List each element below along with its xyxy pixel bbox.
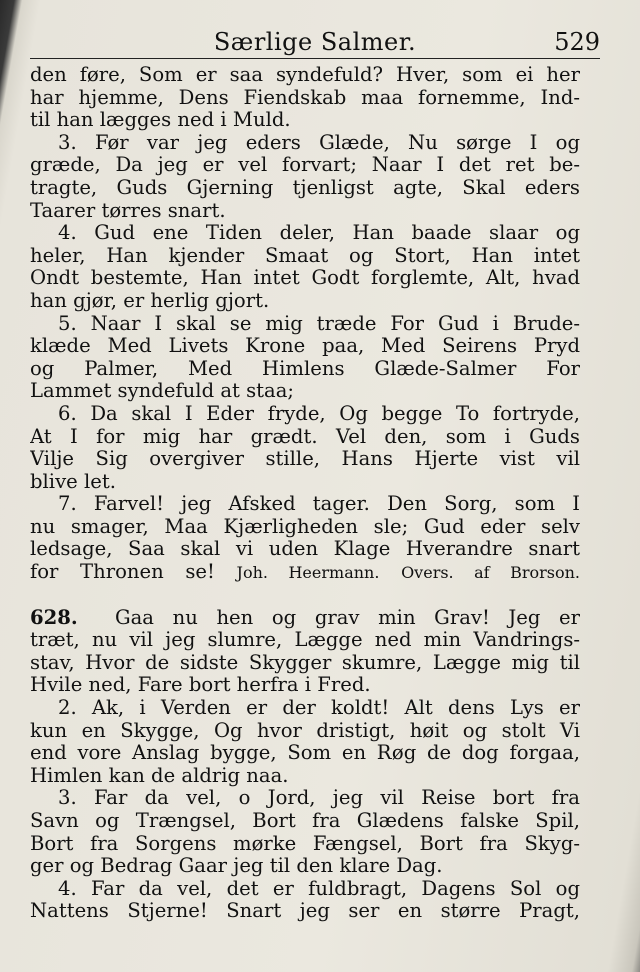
- verse-start-line: 3. Før var jeg eders Glæde, Nu sørge I og: [58, 131, 580, 154]
- verse-start-line: 3. Far da vel, o Jord, jeg vil Reise bort fra: [58, 787, 580, 810]
- text-line: kun en Skygge, Og hvor dristigt, høit og stolt Vi: [30, 719, 580, 742]
- text-line: Himlen kan de aldrig naa.: [30, 764, 289, 787]
- hymn-first-line: [30, 607, 580, 630]
- text-line: klæde Med Livets Krone paa, Med Seirens Pryd: [30, 335, 580, 358]
- text-line: har hjemme, Dens Fiendskab maa fornemme, Ind-: [30, 86, 580, 109]
- text-line: han gjør, er herlig gjort.: [30, 289, 270, 312]
- text-line: tragte, Guds Gjerning tjenligst agte, Skal eders: [30, 176, 580, 199]
- text-line: nu smager, Maa Kjærligheden sle; Gud eder selv: [30, 515, 580, 538]
- text-line: blive let.: [30, 470, 116, 493]
- text-line: heler, Han kjender Smaat og Stort, Han intet: [30, 244, 580, 267]
- hymn-first-line-text: Gaa nu hen og grav min Grav! Jeg er: [114, 606, 580, 629]
- text-line: og Palmer, Med Himlens Glæde-Salmer For: [30, 357, 580, 380]
- running-head: Særlige Salmer.: [213, 28, 417, 56]
- text-line: den føre, Som er saa syndefuld? Hver, som ei her: [30, 64, 580, 86]
- text-line: Ondt bestemte, Han intet Godt forglemte, Alt, hvad: [30, 267, 580, 290]
- page-body: [30, 64, 580, 923]
- page-header: [30, 22, 600, 59]
- closing-line: [30, 561, 580, 585]
- text-line: At I for mig har grædt. Vel den, som i Guds: [30, 425, 580, 448]
- text-line: end vore Anslag bygge, Som en Røg de dog forgaa,: [30, 742, 580, 765]
- text-line: ledsage, Saa skal vi uden Klage Hverandre snart: [30, 538, 580, 561]
- text-line: Lammet syndefuld at staa;: [30, 380, 295, 403]
- text-line: Nattens Stjerne! Snart jeg ser en større Pragt,: [30, 900, 580, 923]
- text-line: Taarer tørres snart.: [30, 199, 226, 222]
- text-line: Savn og Trængsel, Bort fra Glædens falske Spil,: [30, 810, 580, 832]
- verse-start-line: 7. Farvel! jeg Afsked tager. Den Sorg, som I: [58, 493, 580, 516]
- closing-text: for Thronen se!: [30, 561, 215, 584]
- hymn-number: 628.: [30, 606, 78, 629]
- text-line: stav, Hvor de sidste Skygger skumre, Lægge mig til: [30, 651, 580, 674]
- text-line: træt, nu vil jeg slumre, Lægge ned min Vandrings-: [30, 629, 580, 652]
- translator-attribution: Overs. af Brorson.: [401, 563, 580, 583]
- text-line: Vilje Sig overgiver stille, Hans Hjerte vist vil: [30, 448, 580, 471]
- text-line: til han lægges ned i Muld.: [30, 109, 291, 132]
- author-attribution: Joh. Heermann.: [236, 563, 380, 583]
- verse-start-line: 4. Far da vel, det er fuldbragt, Dagens Sol og: [58, 877, 580, 900]
- verse-start-line: 5. Naar I skal se mig træde For Gud i Brude-: [58, 312, 580, 335]
- text-line: Hvile ned, Fare bort herfra i Fred.: [30, 674, 371, 697]
- text-line: Bort fra Sorgens mørke Fængsel, Bort fra Skyg-: [30, 832, 580, 855]
- verse-start-line: 4. Gud ene Tiden deler, Han baade slaar og: [58, 222, 580, 245]
- page-number: 529: [554, 28, 600, 56]
- verse-start-line: 6. Da skal I Eder fryde, Og begge To fortryde,: [58, 402, 580, 425]
- verse-start-line: 2. Ak, i Verden er der koldt! Alt dens Lys er: [58, 697, 580, 720]
- hymn-separator: [30, 585, 580, 607]
- text-line: græde, Da jeg er vel forvart; Naar I det ret be-: [30, 154, 580, 177]
- text-line: ger og Bedrag Gaar jeg til den klare Dag.: [30, 855, 443, 878]
